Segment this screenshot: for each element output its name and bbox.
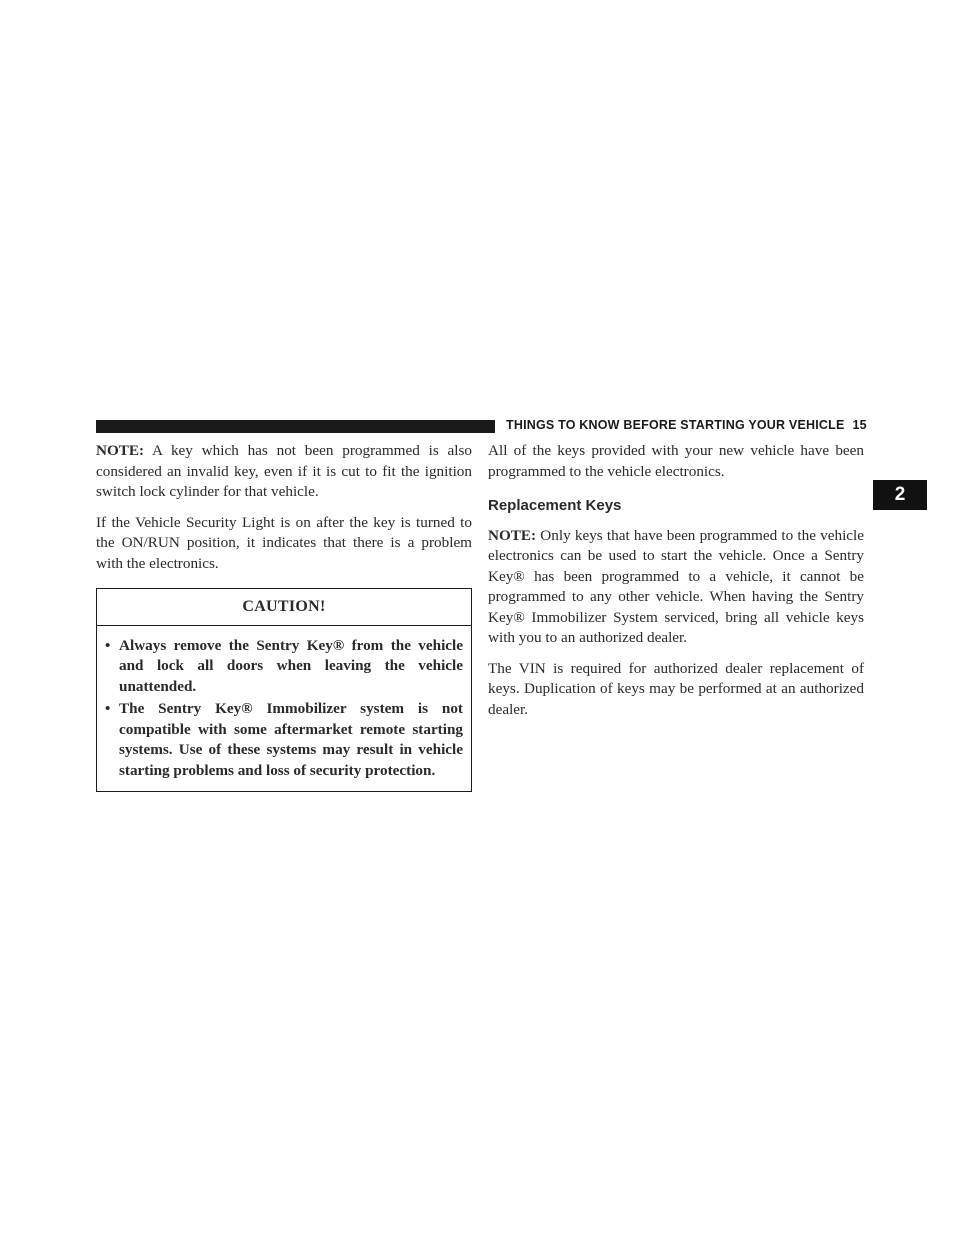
header-rule xyxy=(96,420,495,433)
note-label: NOTE: xyxy=(96,442,145,459)
caution-item xyxy=(105,699,463,781)
section-heading: Replacement Keys xyxy=(488,497,622,514)
caution-list xyxy=(97,626,471,792)
security-light-paragraph: If the Vehicle Security Light is on after the key is turned to the ON/RUN position, it indicates that there is a problem with the electronics. xyxy=(96,513,472,572)
right-column xyxy=(488,441,864,730)
header-title: THINGS TO KNOW BEFORE STARTING YOUR VEHICLE xyxy=(506,418,845,432)
chapter-tab: 2 xyxy=(873,480,927,510)
caution-title: CAUTION! xyxy=(97,589,471,626)
page-number: 15 xyxy=(852,418,867,432)
note-label: NOTE: xyxy=(488,526,537,544)
keys-programmed-paragraph: All of the keys provided with your new vehicle have been programmed to the vehicle electronics. xyxy=(488,442,864,480)
note-text: Only keys that have been programmed to the vehicle electronics can be used to start the vehicle. Once a Sentry Key® has been programmed to a vehicle, it cannot be programmed to any other vehicle. When having the Sentry Key® Immobilizer System serviced, bring all vehicle keys with you to an authorized dealer. xyxy=(488,526,864,646)
note-paragraph xyxy=(488,526,864,649)
vin-paragraph: The VIN is required for authorized dealer replacement of keys. Duplication of keys may be performed at an authorized dealer. xyxy=(488,659,864,718)
bullet-icon: • xyxy=(105,636,111,654)
left-column xyxy=(96,441,472,792)
running-header xyxy=(506,418,867,432)
bullet-icon: • xyxy=(105,700,111,717)
note-paragraph xyxy=(96,441,472,503)
caution-box xyxy=(96,588,472,792)
caution-item xyxy=(105,636,463,698)
caution-item-text: Always remove the Sentry Key® from the vehicle and lock all doors when leaving the vehicle unattended. xyxy=(119,636,463,695)
note-text: A key which has not been programmed is also considered an invalid key, even if it is cut to fit the ignition switch lock cylinder for that vehicle. xyxy=(96,442,472,500)
caution-item-text: The Sentry Key® Immobilizer system is not compatible with some aftermarket remote starting systems. Use of these systems may result in vehicle starting problems and loss of security protection. xyxy=(119,700,463,779)
